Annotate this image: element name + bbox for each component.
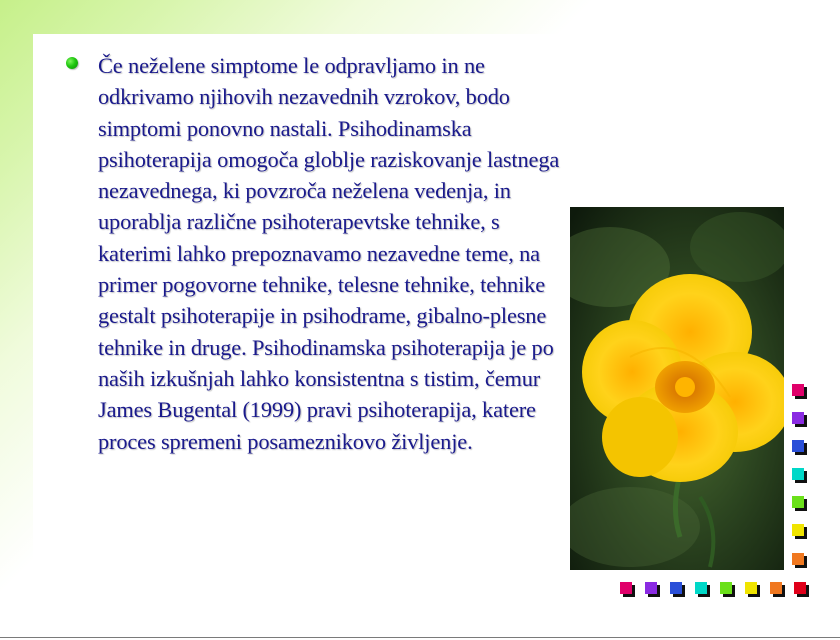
deco-square	[645, 582, 657, 594]
flower-photo	[570, 207, 784, 570]
deco-square	[792, 553, 804, 565]
deco-square	[792, 412, 804, 424]
deco-square	[720, 582, 732, 594]
deco-square	[792, 384, 804, 396]
deco-square	[792, 496, 804, 508]
deco-square	[695, 582, 707, 594]
deco-square	[620, 582, 632, 594]
deco-square	[670, 582, 682, 594]
deco-square	[792, 468, 804, 480]
deco-square	[792, 440, 804, 452]
deco-square	[770, 582, 782, 594]
slide-body-text: Če neželene simptome le odpravljamo in ne odkrivamo njihovih nezavednih vzrokov, bodo simptomi ponovno nastali. Psihodinamska psihoterapija omogoča globlje raziskovanje lastnega nezavednega, ki povzroča neželena vedenja, in uporablja različne psihoterapevtske tehnike, s katerimi lahko prepoznavamo nezavedne teme, na primer pogovorne tehnike, telesne tehnike, tehnike gestalt psihoterapije in psihodrame, gibalno-plesne tehnike in druge. Psihodinamska psihoterapija je po naših izkušnjah lahko konsistentna s tistim, čemur James Bugental (1999) pravi psihoterapija, katere proces spremeni posameznikovo življenje.	[98, 53, 560, 454]
bottom-divider	[0, 637, 840, 638]
deco-square	[792, 524, 804, 536]
deco-square	[745, 582, 757, 594]
bullet-dot-icon	[66, 57, 78, 69]
deco-square	[794, 582, 806, 594]
